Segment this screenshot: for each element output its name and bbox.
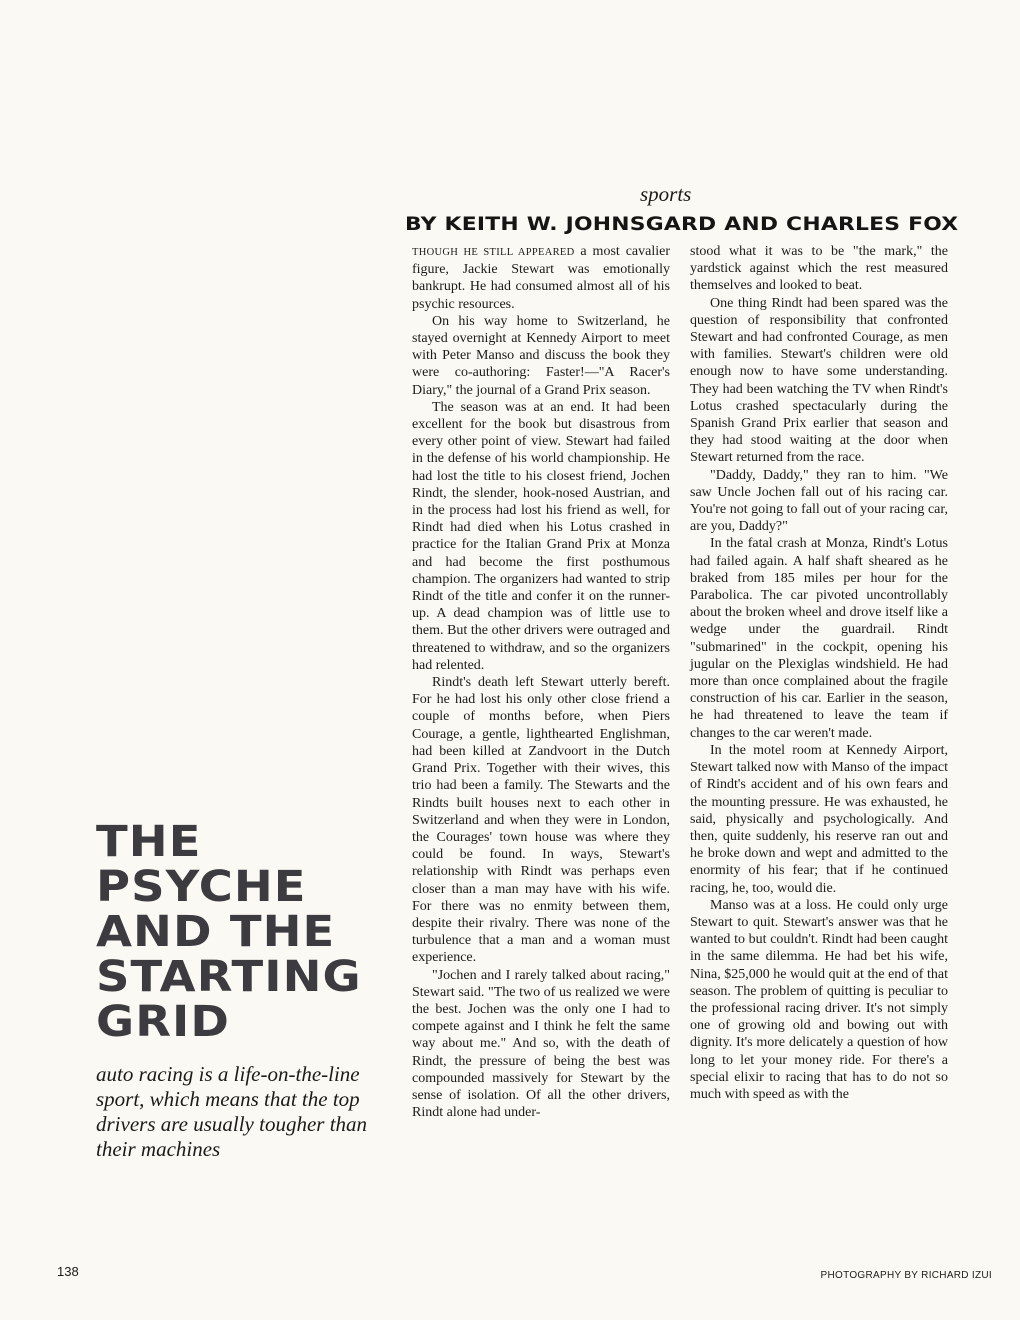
article-column-1 — [412, 243, 670, 1121]
paragraph: "Daddy, Daddy," they ran to him. "We saw Uncle Jochen fall out of his racing car. You're not going to fall out of your racing car, are you, Daddy?" — [690, 467, 948, 535]
headline — [96, 817, 420, 1047]
photo-credit: PHOTOGRAPHY BY RICHARD IZUI — [820, 1270, 992, 1281]
section-label: sports — [640, 182, 692, 206]
paragraph: In the fatal crash at Monza, Rindt's Lotus had failed again. A half shaft sheared as he braked from 185 miles per hour for the Parabolica. The car pivoted uncontrollably about the broken wheel and drove itself like a wedge under the guardrail. Rindt "submarined" in the cockpit, opening his jugular on the Plexiglas windshield. He had more than once complained about the fragile construction of his car. Earlier in the season, he had threatened to leave the team if changes to the car weren't made. — [690, 536, 948, 741]
headline-line: THE — [96, 817, 202, 867]
first-paragraph-rest: a most cavalier figure, Jackie Stewart was emotionally bankrupt. He had consumed almost all of his psychic resources. — [412, 244, 670, 312]
paragraph: On his way home to Switzerland, he stayed overnight at Kennedy Airport to meet with Peter Manso and discuss the book they were co-authoring: Faster!—"A Racer's Diary," the journal of a Grand Prix season. — [412, 313, 670, 398]
article-column-2 — [690, 243, 948, 1103]
dek: auto racing is a life-on-the-line sport, which means that the top drivers are usually tougher than their machines — [96, 1062, 368, 1161]
paragraph: The season was at an end. It had been excellent for the book but disastrous from every other point of view. Stewart had failed in the defense of his world championship. He had lost the title to his closest friend, Jochen Rindt, the slender, hook-nosed Austrian, and in the process had lost his friend as well, for Rindt had died when his Lotus crashed in practice for the Italian Grand Prix at Monza and had become the first posthumous champion. The organizers had wanted to strip Rindt of the title and confer it on the runner-up. A dead champion was of little use to them. But the other drivers were outraged and threatened to withdraw, and so the organizers had relented. — [412, 399, 670, 673]
byline: BY KEITH W. JOHNSGARD AND CHARLES FOX — [405, 214, 959, 235]
paragraph: One thing Rindt had been spared was the question of responsibility that confronted Stewart and had confronted Courage, as men with families. Stewart's children were old enough now to have some understanding. They had been watching the TV when Rindt's Lotus crashed spectacularly during the Spanish Grand Prix earlier that season and they had stood waiting at the door when Stewart returned from the race. — [690, 295, 948, 466]
paragraph: "Jochen and I rarely talked about racing," Stewart said. "The two of us realized we were the best. Jochen was the only one I had to compete against and I think he felt the same way about me." And so, with the death of Rindt, the pressure of being the best was compounded massively for Stewart by the sense of isolation. Of all the other drivers, Rindt alone had under- — [412, 967, 670, 1121]
headline-line: AND THE — [96, 907, 336, 957]
paragraph: Manso was at a loss. He could only urge Stewart to quit. Stewart's answer was that he wanted to but couldn't. Rindt had been caught in the same dilemma. He had bet his wife, Nina, $25,000 he would quit at the end of that season. The problem of quitting is peculiar to the professional racing driver. It's not simply one of growing old and bowing out with dignity. It's more delicately a question of how long to let your money ride. For there's a special elixir to racing that has to do not so much with speed as with the — [690, 897, 948, 1102]
headline-line: PSYCHE — [96, 862, 307, 912]
paragraph-1 — [412, 243, 670, 313]
headline-line: STARTING — [96, 952, 362, 1002]
page-number: 138 — [57, 1264, 79, 1279]
lead-in: THOUGH HE STILL APPEARED — [412, 247, 575, 258]
headline-line: GRID — [96, 997, 231, 1047]
paragraph: Rindt's death left Stewart utterly bereft. For he had lost his only other close friend a couple of months before, when Piers Courage, a gentle, lighthearted Englishman, had been killed at Zandvoort in the Dutch Grand Prix. Together with their wives, this trio had been a family. The Stewarts and the Rindts built houses next to each other in Switzerland and when they were in London, the Courages' town house was where they could be found. In ways, Stewart's relationship with Rindt was perhaps even closer than a man may have with his wife. For there was no enmity between them, despite their rivalry. There was none of the turbulence that a man and a woman must experience. — [412, 675, 670, 966]
paragraph: In the motel room at Kennedy Airport, Stewart talked now with Manso of the impact of Rindt's accident and of his own fears and the mounting pressure. He was exhausted, he said, physically and psychologically. And then, quite suddenly, his reserve ran out and he broke down and wept and admitted to the enormity of his fear; that if he continued racing, he, too, would die. — [690, 742, 948, 896]
paragraph-continued: stood what it was to be "the mark," the yardstick against which the rest measured themselves and looked to beat. — [690, 244, 948, 294]
